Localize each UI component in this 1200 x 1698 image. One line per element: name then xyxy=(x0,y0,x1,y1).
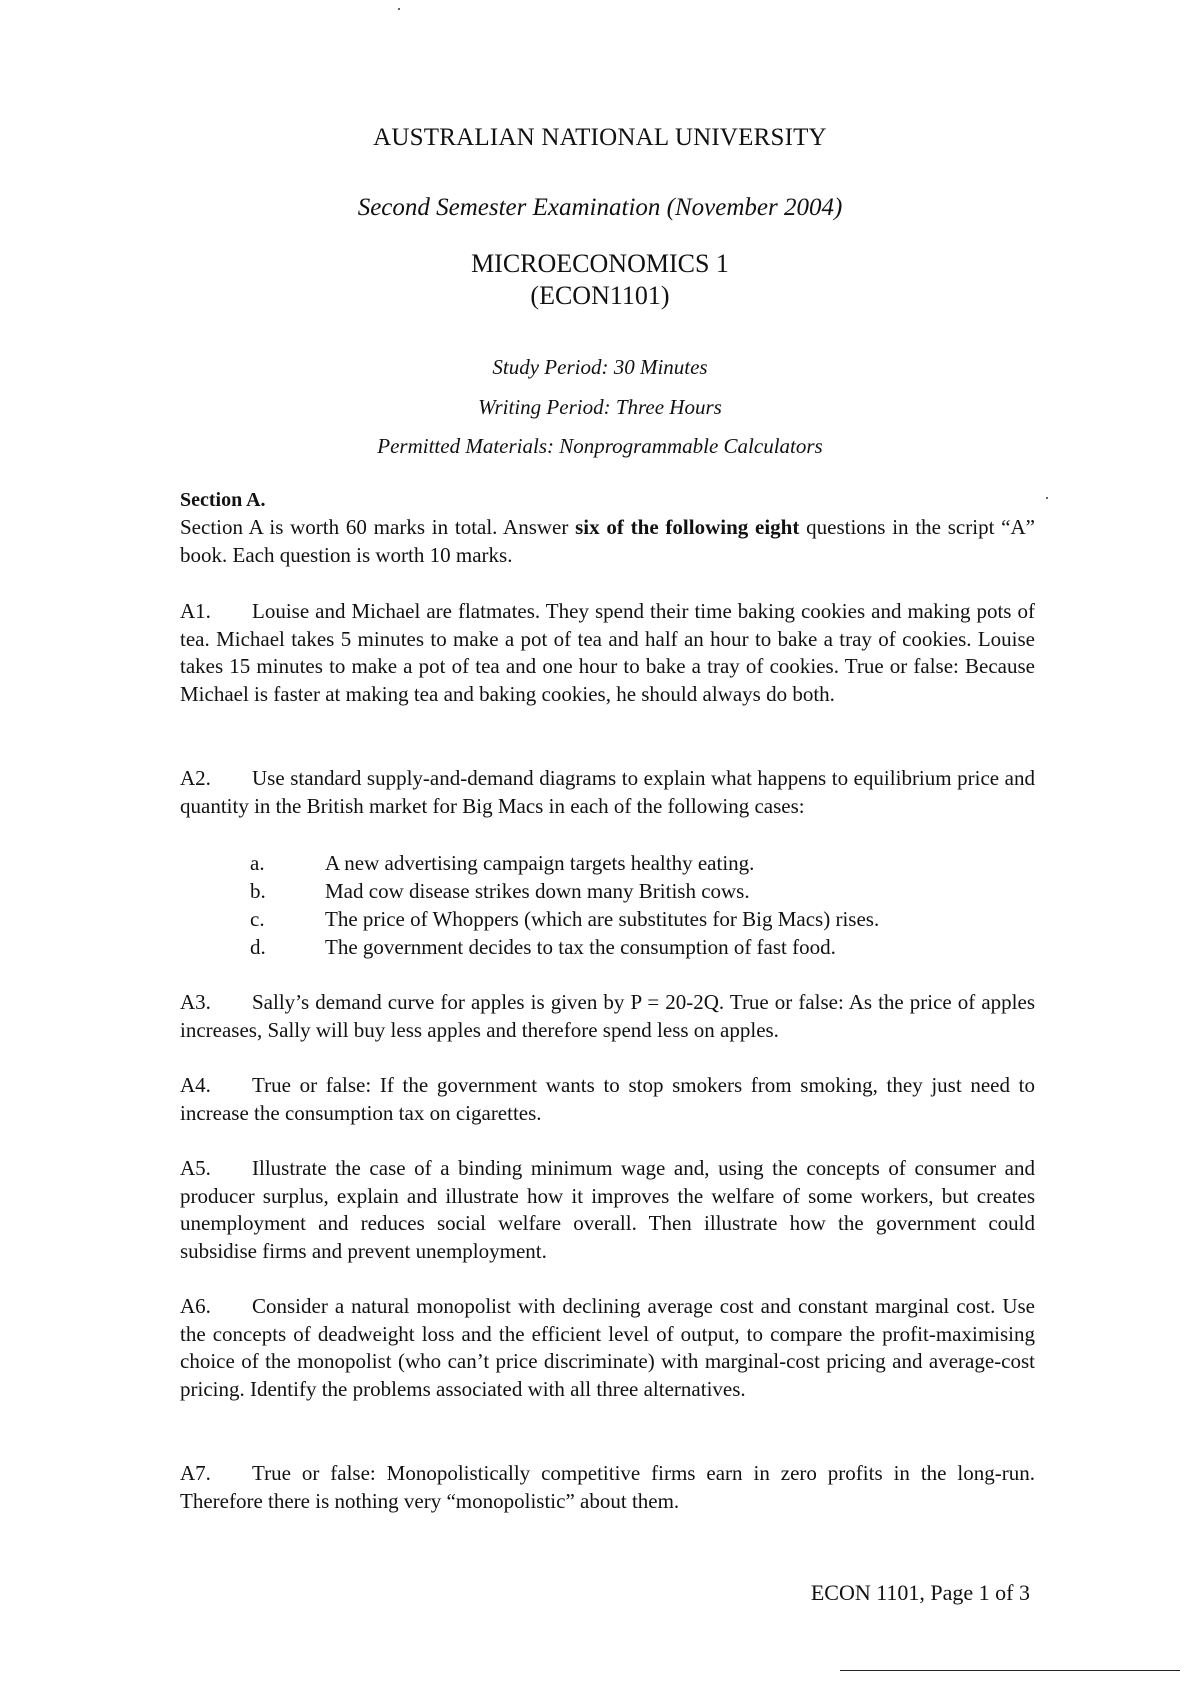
case-text: Mad cow disease strikes down many British cows. xyxy=(325,879,750,903)
case-item xyxy=(250,877,879,905)
question-label: A1. xyxy=(180,599,211,623)
case-item xyxy=(250,905,879,933)
question-label: A6. xyxy=(180,1294,211,1318)
case-text: The government decides to tax the consumption of fast food. xyxy=(325,935,836,959)
section-intro-text: Section A is worth 60 marks in total. Answer xyxy=(180,515,576,539)
footer-rule xyxy=(840,1670,1180,1671)
question-a5 xyxy=(180,1155,1035,1265)
question-text: Use standard supply-and-demand diagrams to explain what happens to equilibrium price and quantity in the British market for Big Macs in each of the following cases: xyxy=(180,766,1035,818)
case-text: A new advertising campaign targets healthy eating. xyxy=(325,851,755,875)
permitted-materials: Permitted Materials: Nonprogrammable Calculators xyxy=(377,434,823,458)
question-a2 xyxy=(180,765,1035,820)
university-title: AUSTRALIAN NATIONAL UNIVERSITY xyxy=(373,124,827,151)
case-label: a. xyxy=(250,851,265,875)
case-item xyxy=(250,933,879,961)
study-period: Study Period: 30 Minutes xyxy=(492,355,708,379)
question-label: A4. xyxy=(180,1073,211,1097)
scan-speck xyxy=(1046,497,1048,499)
question-label: A7. xyxy=(180,1461,211,1485)
section-intro xyxy=(180,514,1035,569)
question-a3 xyxy=(180,989,1035,1044)
page-footer: ECON 1101, Page 1 of 3 xyxy=(810,1580,1030,1605)
section-intro-emphasis: six of the following eight xyxy=(575,515,800,539)
question-a1 xyxy=(180,598,1035,708)
question-text: True or false: If the government wants to stop smokers from smoking, they just need to increase the consumption tax on cigarettes. xyxy=(180,1073,1035,1125)
question-text: Louise and Michael are flatmates. They spend their time baking cookies and making pots of tea. Michael takes 5 minutes to make a pot of tea and half an hour to bake a tray of cookies. Louise takes 15 minutes to make a pot of tea and one hour to bake a tray of cookies. True or false: Because Michael is faster at making tea and baking cookies, he should always do both. xyxy=(180,599,1035,706)
section-intro-text-end: questions in the script “A” book. Each question is worth 10 marks. xyxy=(180,515,1035,567)
question-a4 xyxy=(180,1072,1035,1127)
case-label: c. xyxy=(250,907,265,931)
exam-subtitle: Second Semester Examination (November 2004) xyxy=(357,194,843,221)
course-name: MICROECONOMICS 1 xyxy=(471,249,729,278)
question-a7 xyxy=(180,1460,1035,1515)
question-text: True or false: Monopolistically competitive firms earn in zero profits in the long-run. Therefore there is nothing very “monopolistic” about them. xyxy=(180,1461,1035,1513)
question-text: Sally’s demand curve for apples is given by P = 20-2Q. True or false: As the price of apples increases, Sally will buy less apples and therefore spend less on apples. xyxy=(180,990,1035,1042)
question-label: A3. xyxy=(180,990,211,1014)
case-item xyxy=(250,849,879,877)
question-label: A5. xyxy=(180,1156,211,1180)
case-label: b. xyxy=(250,879,266,903)
writing-period: Writing Period: Three Hours xyxy=(478,395,722,419)
question-label: A2. xyxy=(180,766,211,790)
question-a6 xyxy=(180,1293,1035,1403)
course-heading xyxy=(0,248,1200,312)
case-label: d. xyxy=(250,935,266,959)
section-heading: Section A. xyxy=(180,489,266,511)
question-a2-cases xyxy=(250,849,879,961)
scan-speck xyxy=(398,8,400,10)
case-text: The price of Whoppers (which are substitutes for Big Macs) rises. xyxy=(325,907,880,931)
question-text: Illustrate the case of a binding minimum wage and, using the concepts of consumer and producer surplus, explain and illustrate how it improves the welfare of some workers, but creates unemployment and reduces social welfare overall. Then illustrate how the government could subsidise firms and prevent unemployment. xyxy=(180,1156,1035,1263)
question-text: Consider a natural monopolist with declining average cost and constant marginal cost. Use the concepts of deadweight loss and the efficient level of output, to compare the profit-maximising choice of the monopolist (who can’t price discriminate) with marginal-cost pricing and average-cost pricing. Identify the problems associated with all three alternatives. xyxy=(180,1294,1035,1401)
course-code: (ECON1101) xyxy=(530,281,670,310)
